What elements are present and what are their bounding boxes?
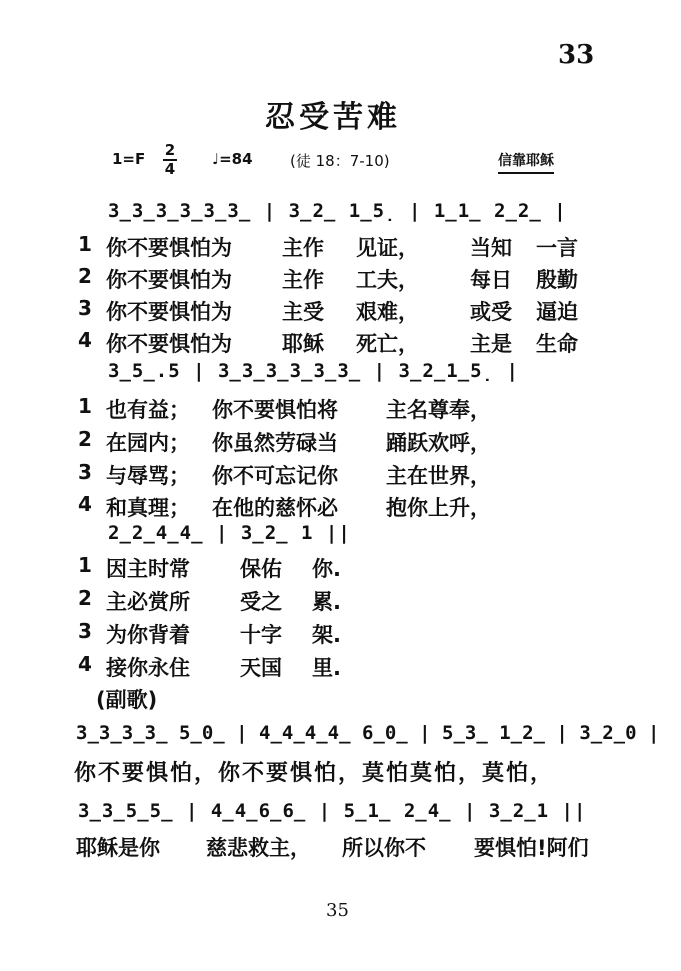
lyric-segment: 所以你不 — [342, 836, 426, 860]
hymn-number: 33 — [558, 40, 595, 70]
lyric-segment: 踊跃欢呼， — [386, 431, 491, 455]
page-number: 35 — [326, 900, 349, 921]
scripture-reference: (徒 18：7-10) — [290, 152, 390, 170]
lyric-segment: 逼迫 — [536, 300, 578, 324]
lyric-segment: 当知 — [470, 236, 512, 260]
verse-number: 1 — [78, 553, 92, 577]
lyric-segment: 主在世界， — [386, 464, 491, 488]
lyric-segment: 保佑 — [240, 557, 282, 581]
lyric-segment: 累. — [312, 590, 341, 614]
lyric-segment: 每日 — [470, 268, 512, 292]
verse-number: 2 — [78, 586, 92, 610]
lyric-segment: 主受 — [282, 300, 324, 324]
lyric-segment: 主是 — [470, 332, 512, 356]
lyric-segment: 一言 — [536, 236, 578, 260]
lyric-segment: 艰难， — [356, 300, 419, 324]
verse-number: 2 — [78, 264, 92, 288]
lyric-segment: 主作 — [282, 268, 324, 292]
lyric-segment: 你. — [312, 557, 341, 581]
chorus-notation-line-1: 3̲3̲3̲3̲ 5̲0̲ | 4̲4̲4̲4̲ 6̲0̲ | 5̲3̲ 1̲2̲ | 3̲2̲0 | — [76, 722, 660, 744]
verse-number: 4 — [78, 492, 92, 516]
lyric-segment: 与辱骂； — [106, 464, 190, 488]
verse-number: 1 — [78, 394, 92, 418]
lyric-segment: 里. — [312, 656, 341, 680]
notation-line-3: 2̲2̲4̲4̲ | 3̲2̲ 1 || — [108, 522, 351, 544]
lyric-segment: 主作 — [282, 236, 324, 260]
verse-number: 4 — [78, 652, 92, 676]
time-signature — [162, 142, 178, 178]
notation-line-2: 3̲5̲.5 | 3̲3̲3̲3̲3̲3̲ | 3̲2̲1̲5̣ | — [108, 360, 519, 382]
verse-number: 3 — [78, 296, 92, 320]
lyric-segment: 你虽然劳碌当 — [212, 431, 338, 455]
verse-number: 2 — [78, 427, 92, 451]
lyric-segment: 慈悲救主， — [206, 836, 311, 860]
lyric-segment: 你不要惧怕为 — [106, 300, 232, 324]
lyric-segment: 工夫， — [356, 268, 419, 292]
time-signature-bottom: 4 — [164, 160, 176, 178]
lyric-segment: 在园内； — [106, 431, 190, 455]
verse-number: 4 — [78, 328, 92, 352]
hymn-title: 忍受苦难 — [265, 100, 401, 135]
lyric-segment: 为你背着 — [106, 623, 190, 647]
lyric-segment: 你不可忘记你 — [212, 464, 338, 488]
lyric-segment: 要惧怕!阿们 — [474, 836, 589, 860]
chorus-lyric-line-1: 你不要惧怕，你不要惧怕，莫怕莫怕，莫怕， — [74, 761, 555, 786]
lyric-segment: 十字 — [240, 623, 282, 647]
lyric-segment: 耶稣是你 — [76, 836, 160, 860]
lyric-segment: 殷勤 — [536, 268, 578, 292]
lyric-segment: 你不要惧怕将 — [212, 398, 338, 422]
lyric-segment: 你不要惧怕为 — [106, 332, 232, 356]
lyric-segment: 或受 — [470, 300, 512, 324]
lyric-segment: 抱你上升， — [386, 496, 491, 520]
lyric-segment: 耶稣 — [282, 332, 324, 356]
lyric-segment: 死亡， — [356, 332, 419, 356]
notation-line-1: 3̲3̲3̲3̲3̲3̲ | 3̲2̲ 1̲5̣ | 1̲1̲ 2̲2̲ | — [108, 200, 567, 222]
verse-number: 3 — [78, 619, 92, 643]
lyric-segment: 和真理； — [106, 496, 190, 520]
lyric-segment: 因主时常 — [106, 557, 190, 581]
lyric-segment: 你不要惧怕为 — [106, 236, 232, 260]
chorus-label: (副歌) — [96, 688, 158, 712]
verse-number: 1 — [78, 232, 92, 256]
lyric-segment: 在他的慈怀必 — [212, 496, 338, 520]
song-author: 信靠耶稣 — [498, 150, 554, 174]
lyric-segment: 见证， — [356, 236, 419, 260]
verse-number: 3 — [78, 460, 92, 484]
lyric-segment: 接你永住 — [106, 656, 190, 680]
lyric-segment: 主名尊奉， — [386, 398, 491, 422]
lyric-segment: 天国 — [240, 656, 282, 680]
lyric-segment: 主必赏所 — [106, 590, 190, 614]
key-signature: 1=F — [112, 150, 146, 168]
lyric-segment: 你不要惧怕为 — [106, 268, 232, 292]
time-signature-top: 2 — [164, 141, 176, 159]
chorus-notation-line-2: 3̲3̲5̲5̲ | 4̲4̲6̲6̲ | 5̲1̲ 2̲4̲ | 3̲2̲1 || — [78, 800, 587, 822]
lyric-segment: 生命 — [536, 332, 578, 356]
lyric-segment: 架. — [312, 623, 341, 647]
lyric-segment: 也有益； — [106, 398, 190, 422]
lyric-segment: 受之 — [240, 590, 282, 614]
tempo-mark: ♩=84 — [212, 150, 253, 168]
